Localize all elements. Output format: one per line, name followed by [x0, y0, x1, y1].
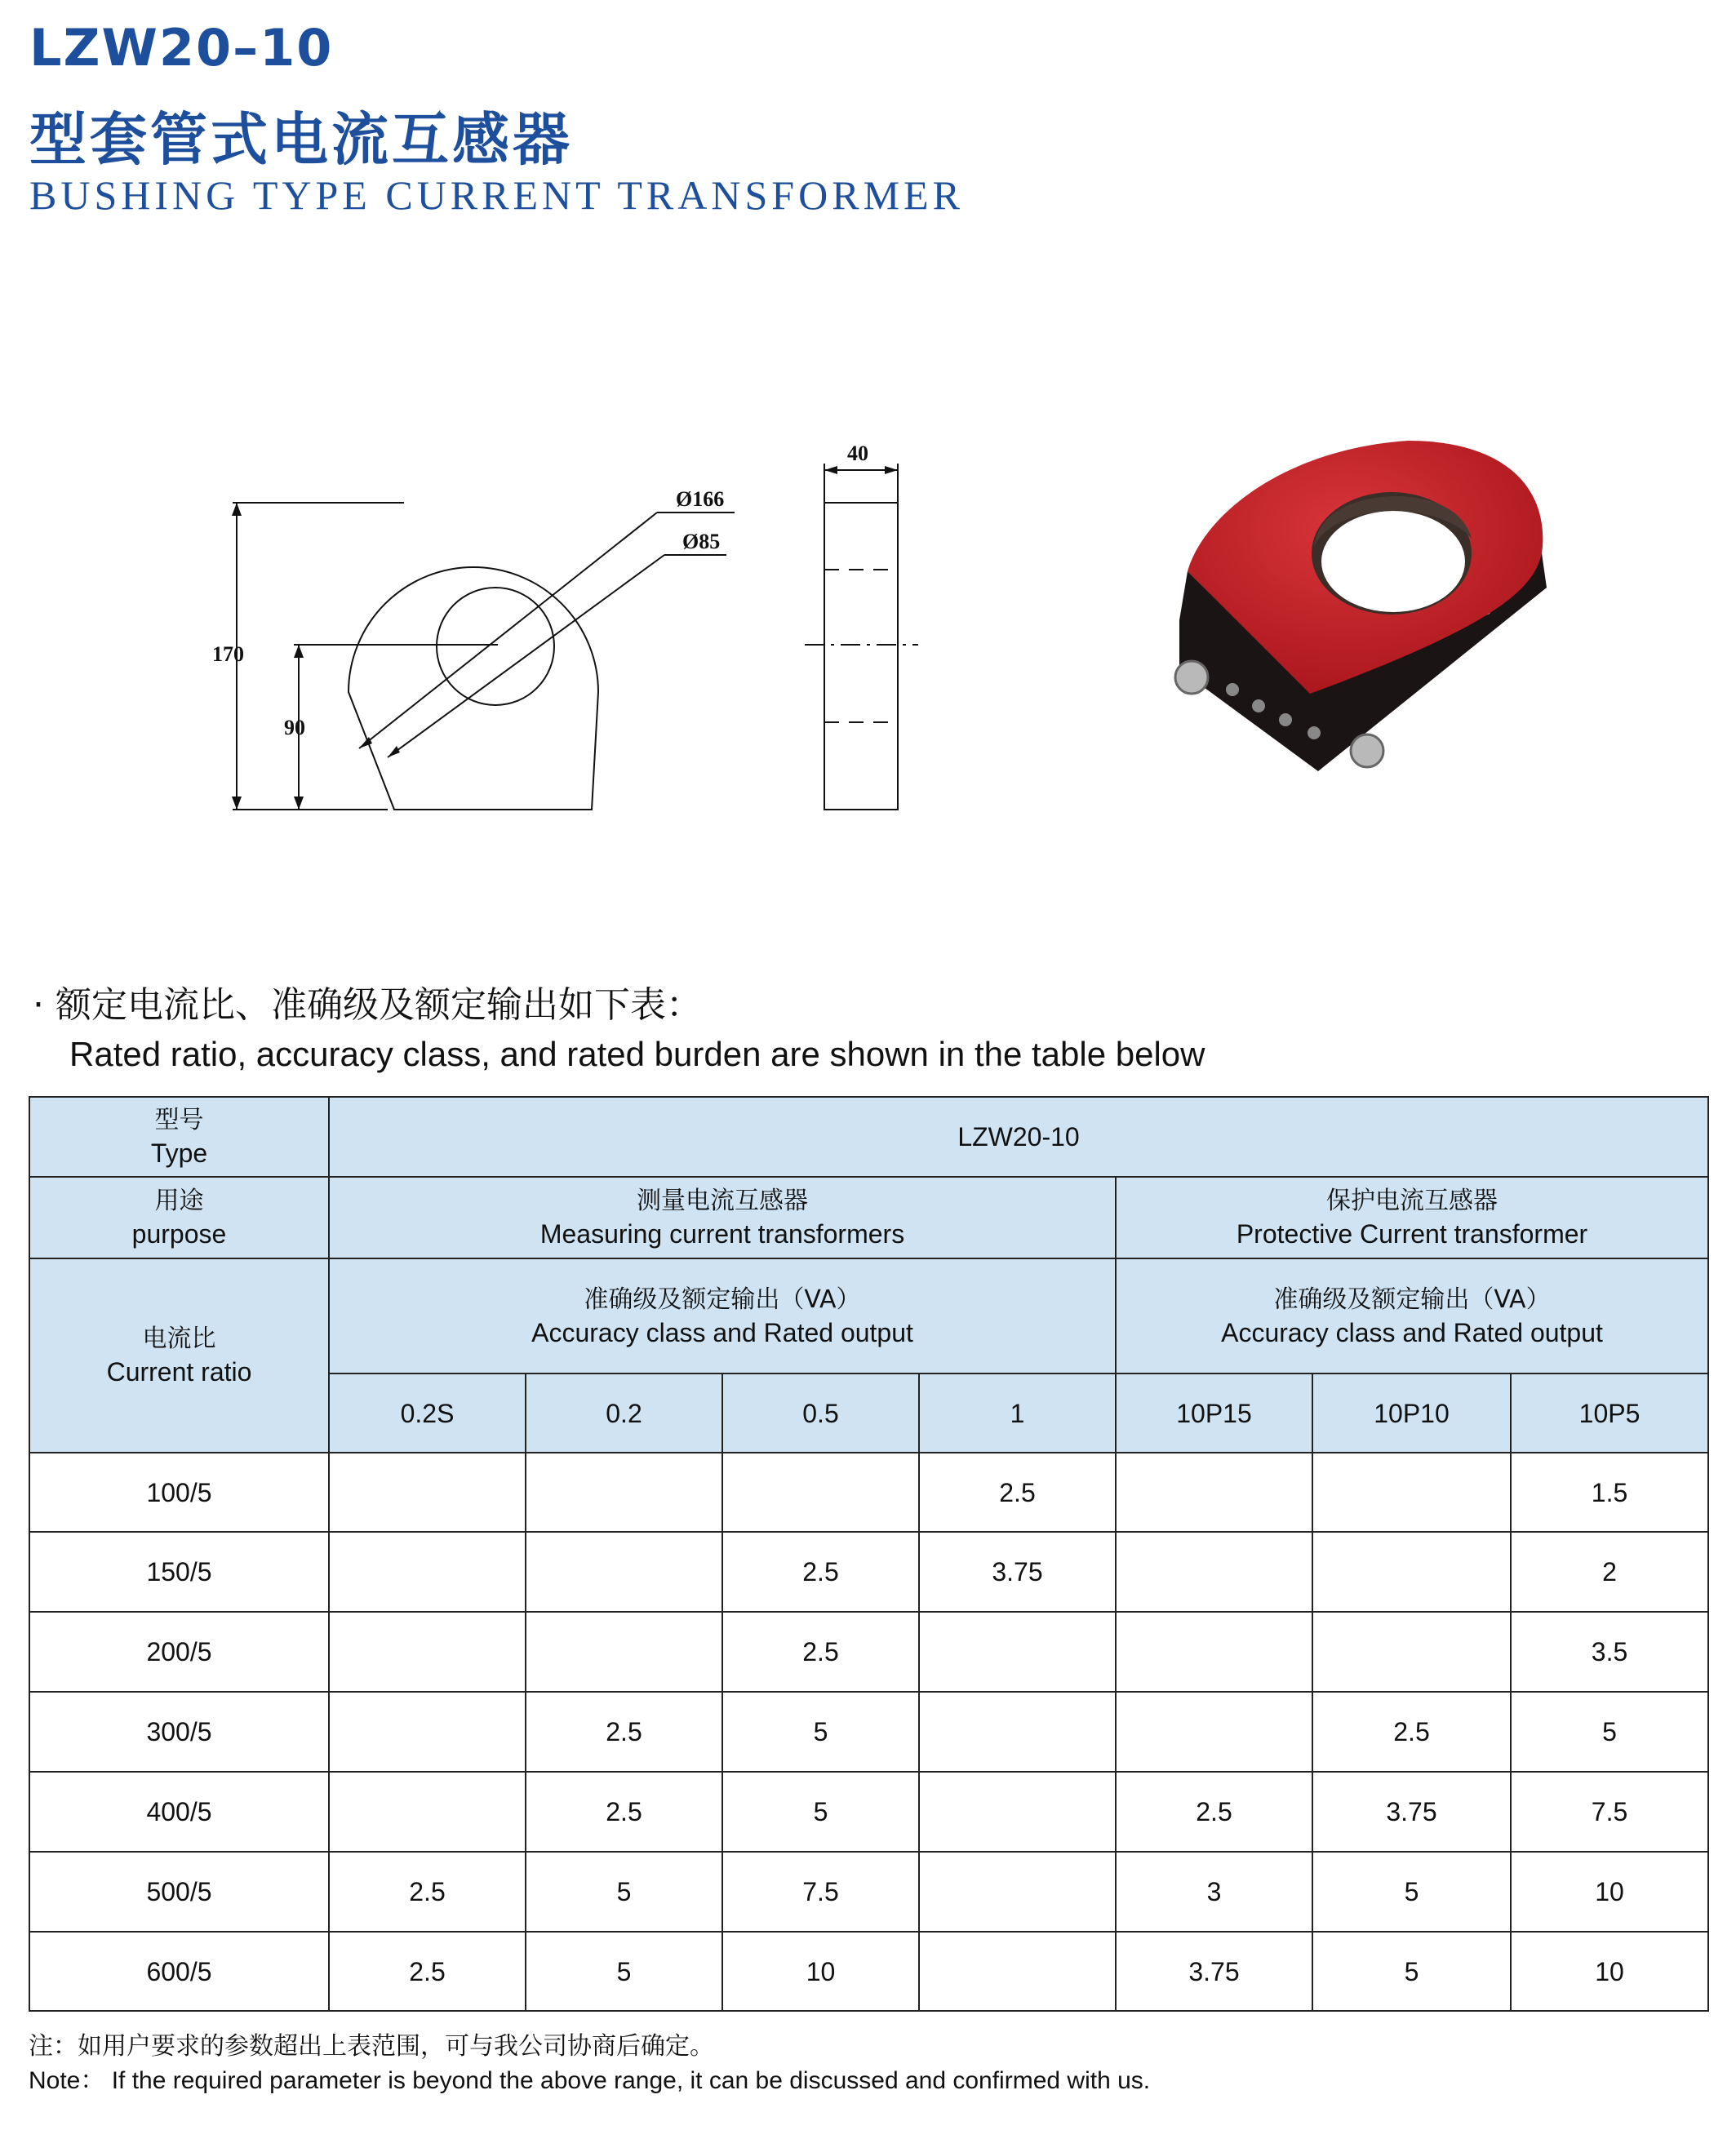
value-cell	[329, 1772, 526, 1852]
value-cell	[919, 1692, 1116, 1772]
purpose-label-en: purpose	[131, 1219, 227, 1249]
value-cell	[1116, 1692, 1312, 1772]
accuracy-protective	[1116, 1258, 1708, 1373]
value-cell	[526, 1453, 722, 1532]
type-label-en: Type	[150, 1138, 208, 1168]
value-cell: 3	[1116, 1852, 1312, 1932]
measuring-en: Measuring current transformers	[539, 1219, 905, 1249]
value-cell: 10	[722, 1932, 919, 2011]
table-row	[29, 1532, 1708, 1612]
type-value: LZW20-10	[329, 1097, 1708, 1177]
value-cell: 2.5	[722, 1532, 919, 1612]
value-cell: 5	[722, 1692, 919, 1772]
value-cell: 5	[722, 1772, 919, 1852]
accuracy-row	[29, 1258, 1708, 1373]
value-cell	[722, 1453, 919, 1532]
ratio-cell: 300/5	[29, 1692, 329, 1772]
value-cell: 7.5	[1511, 1772, 1708, 1852]
value-cell: 2.5	[722, 1612, 919, 1692]
value-cell	[1312, 1612, 1511, 1692]
class-header: 0.2	[526, 1373, 722, 1453]
value-cell	[526, 1532, 722, 1612]
accuracy-protective-cn: 准确级及额定输出（VA）	[1273, 1285, 1551, 1314]
value-cell	[1312, 1532, 1511, 1612]
class-header: 10P15	[1116, 1373, 1312, 1453]
note-cn: 注：如用户要求的参数超出上表范围，可与我公司协商后确定。	[29, 2032, 714, 2061]
value-cell	[329, 1612, 526, 1692]
value-cell: 1.5	[1511, 1453, 1708, 1532]
value-cell	[1116, 1532, 1312, 1612]
product-title-en: BUSHING TYPE CURRENT TRANSFORMER	[29, 172, 964, 218]
dim-inner-dia-label: Ø85	[682, 530, 721, 553]
dim-width-label: 40	[847, 442, 868, 465]
value-cell	[329, 1532, 526, 1612]
value-cell	[1116, 1453, 1312, 1532]
value-cell	[919, 1612, 1116, 1692]
ratio-cell: 600/5	[29, 1932, 329, 2011]
value-cell	[329, 1453, 526, 1532]
protective-group	[1116, 1177, 1708, 1258]
value-cell: 2.5	[526, 1692, 722, 1772]
leader-outer-dia	[359, 513, 657, 748]
purpose-label	[29, 1177, 329, 1258]
value-cell	[1312, 1453, 1511, 1532]
value-cell: 2	[1511, 1532, 1708, 1612]
table-heading-cn: · 额定电流比、准确级及额定输出如下表：	[33, 984, 702, 1026]
value-cell	[526, 1612, 722, 1692]
table-row	[29, 1772, 1708, 1852]
value-cell: 2.5	[526, 1772, 722, 1852]
ratio-label-cn: 电流比	[142, 1325, 216, 1353]
outer-outline	[349, 567, 598, 810]
value-cell: 10	[1511, 1852, 1708, 1932]
table-row	[29, 1852, 1708, 1932]
dim-center-label: 90	[284, 716, 305, 739]
class-header: 0.5	[722, 1373, 919, 1453]
ratio-cell: 200/5	[29, 1612, 329, 1692]
measuring-cn: 测量电流互感器	[637, 1187, 808, 1215]
class-header: 10P5	[1511, 1373, 1708, 1453]
dim-height-label: 170	[212, 642, 244, 666]
accuracy-protective-en: Accuracy class and Rated output	[1221, 1317, 1603, 1347]
ratio-cell: 150/5	[29, 1532, 329, 1612]
leader-inner-dia	[388, 555, 664, 757]
value-cell: 3.75	[1312, 1772, 1511, 1852]
value-cell: 2.5	[1312, 1692, 1511, 1772]
ratio-label	[29, 1258, 329, 1453]
class-header: 1	[919, 1373, 1116, 1453]
inner-hole	[437, 588, 554, 705]
accuracy-measuring-en: Accuracy class and Rated output	[531, 1317, 913, 1347]
dim-outer-dia-label: Ø166	[676, 487, 725, 511]
product-photo	[1155, 424, 1563, 792]
value-cell: 5	[526, 1852, 722, 1932]
value-cell: 3.5	[1511, 1612, 1708, 1692]
table-row	[29, 1692, 1708, 1772]
model-title: LZW20–10	[29, 18, 334, 78]
value-cell: 2.5	[919, 1453, 1116, 1532]
value-cell: 2.5	[329, 1852, 526, 1932]
value-cell	[329, 1692, 526, 1772]
value-cell: 5	[1312, 1932, 1511, 2011]
value-cell	[919, 1852, 1116, 1932]
dimension-drawing	[188, 424, 947, 832]
value-cell: 3.75	[919, 1532, 1116, 1612]
table-heading-en: Rated ratio, accuracy class, and rated burden are shown in the table below	[69, 1035, 1205, 1073]
type-label	[29, 1097, 329, 1177]
ratio-cell: 100/5	[29, 1453, 329, 1532]
table-row	[29, 1453, 1708, 1532]
accuracy-measuring	[329, 1258, 1116, 1373]
value-cell	[919, 1932, 1116, 2011]
value-cell: 5	[1312, 1852, 1511, 1932]
ratio-label-en: Current ratio	[106, 1357, 252, 1387]
value-cell: 2.5	[1116, 1772, 1312, 1852]
value-cell	[1116, 1612, 1312, 1692]
ratio-cell: 400/5	[29, 1772, 329, 1852]
table-row	[29, 1612, 1708, 1692]
type-row	[29, 1097, 1708, 1177]
note-en: Note： If the required parameter is beyond the above range, it can be discussed and confirmed with us.	[29, 2067, 1151, 2094]
value-cell: 7.5	[722, 1852, 919, 1932]
value-cell: 3.75	[1116, 1932, 1312, 2011]
protective-cn: 保护电流互感器	[1326, 1187, 1498, 1215]
protective-en: Protective Current transformer	[1236, 1219, 1588, 1249]
value-cell: 2.5	[329, 1932, 526, 2011]
value-cell: 5	[526, 1932, 722, 2011]
value-cell: 5	[1511, 1692, 1708, 1772]
ratio-cell: 500/5	[29, 1852, 329, 1932]
class-header: 0.2S	[329, 1373, 526, 1453]
product-title-cn: 型套管式电流互感器	[29, 106, 573, 173]
type-label-cn: 型号	[154, 1106, 204, 1134]
class-header: 10P10	[1312, 1373, 1511, 1453]
side-view	[824, 503, 898, 810]
value-cell	[919, 1772, 1116, 1852]
table-row	[29, 1932, 1708, 2011]
spec-table	[29, 1096, 1709, 2012]
accuracy-measuring-cn: 准确级及额定输出（VA）	[584, 1285, 861, 1314]
measuring-group	[329, 1177, 1116, 1258]
purpose-row	[29, 1177, 1708, 1258]
value-cell: 10	[1511, 1932, 1708, 2011]
purpose-label-cn: 用途	[154, 1187, 204, 1215]
